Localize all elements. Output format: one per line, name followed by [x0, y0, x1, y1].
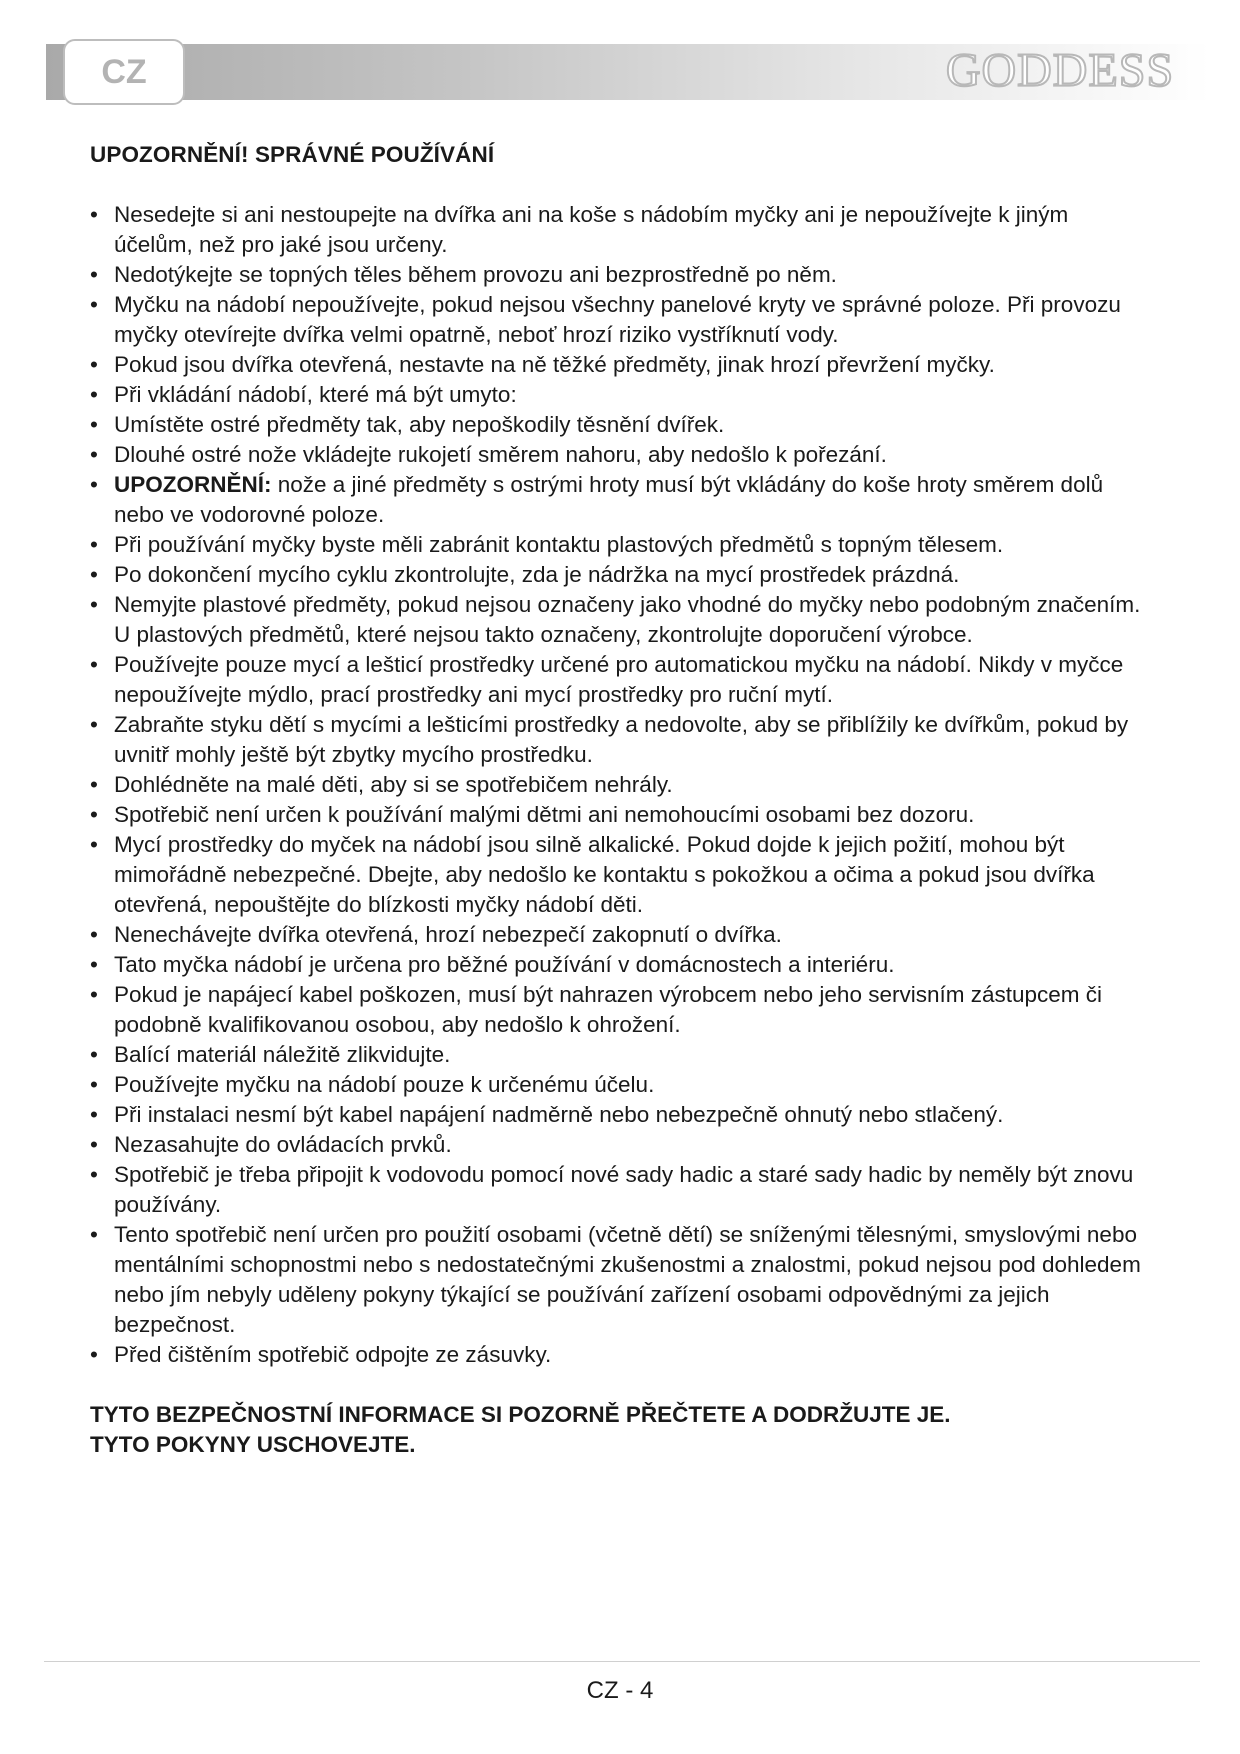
list-item	[90, 800, 1150, 830]
list-item	[90, 470, 1150, 530]
list-item-text: Zabraňte styku dětí s mycími a lešticími prostředky a nedovolte, aby se přiblížily ke dvířkům, pokud by uvnitř mohly ještě být zbytky mycího prostředku.	[114, 712, 1129, 767]
list-item-text: Při instalaci nesmí být kabel napájení nadměrně nebo nebezpečně ohnutý nebo stlačený.	[114, 1102, 1004, 1127]
list-item	[90, 260, 1150, 290]
list-item-text: Balící materiál náležitě zlikvidujte.	[114, 1042, 451, 1067]
section-title: UPOZORNĚNÍ! SPRÁVNÉ POUŽÍVÁNÍ	[90, 142, 495, 167]
list-item	[90, 530, 1150, 560]
list-item	[90, 950, 1150, 980]
list-item	[90, 650, 1150, 710]
list-item	[90, 410, 1150, 440]
list-item	[90, 770, 1150, 800]
list-item-text: Při vkládání nádobí, které má být umyto:	[114, 382, 517, 407]
list-item	[90, 200, 1150, 260]
list-item-text: Dohlédněte na malé děti, aby si se spotřebičem nehrály.	[114, 772, 673, 797]
list-item	[90, 1340, 1150, 1370]
list-item	[90, 1130, 1150, 1160]
list-item	[90, 920, 1150, 950]
list-item-text: Před čištěním spotřebič odpojte ze zásuvky.	[114, 1342, 552, 1367]
list-item-text: Umístěte ostré předměty tak, aby nepoškodily těsnění dvířek.	[114, 412, 725, 437]
list-item	[90, 290, 1150, 350]
list-item-text: Pokud jsou dvířka otevřená, nestavte na ně těžké předměty, jinak hrozí převržení myčky.	[114, 352, 995, 377]
page-number: CZ - 4	[586, 1677, 654, 1704]
list-item-text: Nesedejte si ani nestoupejte na dvířka ani na koše s nádobím myčky ani je nepoužívejte k jiným účelům, než pro jaké jsou určeny.	[114, 202, 1069, 257]
list-item	[90, 380, 1150, 410]
list-item	[90, 350, 1150, 380]
list-item	[90, 1070, 1150, 1100]
safety-rules-list	[90, 200, 1150, 1370]
list-item-text: Nedotýkejte se topných těles během provozu ani bezprostředně po něm.	[114, 262, 837, 287]
list-item-text: Spotřebič je třeba připojit k vodovodu pomocí nové sady hadic a staré sady hadic by neměly být znovu používány.	[114, 1162, 1134, 1217]
brand-logo-text: GODDESS	[945, 44, 1175, 97]
footer-divider	[44, 1661, 1200, 1662]
list-item-lead: UPOZORNĚNÍ:	[114, 472, 272, 497]
list-item-text: Pokud je napájecí kabel poškozen, musí být nahrazen výrobcem nebo jeho servisním zástupcem či podobně kvalifikovanou osobou, aby nedošlo k ohrožení.	[114, 982, 1103, 1037]
document-body	[90, 140, 1150, 1460]
brand-logo	[910, 42, 1210, 112]
list-item-text: nože a jiné předměty s ostrými hroty musí být vkládány do koše hroty směrem dolů nebo ve vodorovné poloze.	[114, 472, 1104, 527]
list-item-text: Tento spotřebič není určen pro použití osobami (včetně dětí) se sníženými tělesnými, smyslovými nebo mentálními schopnostmi nebo s nedostatečnými zkušenostmi a znalostmi, pokud nejsou pod dohledem nebo jím nebyly uděleny pokyny týkající se používání zařízení osobami odpovědnými za jejich bezpečnost.	[114, 1222, 1141, 1337]
list-item	[90, 710, 1150, 770]
language-tab: CZ	[63, 39, 185, 105]
list-item-text: Nezasahujte do ovládacích prvků.	[114, 1132, 452, 1157]
closing-line-2: TYTO POKYNY USCHOVEJTE.	[90, 1432, 416, 1457]
list-item	[90, 1040, 1150, 1070]
list-item	[90, 1100, 1150, 1130]
closing-line-1: TYTO BEZPEČNOSTNÍ INFORMACE SI POZORNĚ PŘEČTETE A DODRŽUJTE JE.	[90, 1402, 951, 1427]
list-item-text: Nemyjte plastové předměty, pokud nejsou označeny jako vhodné do myčky nebo podobným značením. U plastových předmětů, které nejsou takto označeny, zkontrolujte doporučení výrobce.	[114, 592, 1141, 647]
list-item	[90, 440, 1150, 470]
list-item-text: Spotřebič není určen k používání malými dětmi ani nemohoucími osobami bez dozoru.	[114, 802, 975, 827]
list-item-text: Po dokončení mycího cyklu zkontrolujte, zda je nádržka na mycí prostředek prázdná.	[114, 562, 960, 587]
list-item	[90, 830, 1150, 920]
list-item-text: Při používání myčky byste měli zabránit kontaktu plastových předmětů s topným tělesem.	[114, 532, 1004, 557]
list-item	[90, 590, 1150, 650]
list-item-text: Dlouhé ostré nože vkládejte rukojetí směrem nahoru, aby nedošlo k pořezání.	[114, 442, 887, 467]
list-item-text: Nenechávejte dvířka otevřená, hrozí nebezpečí zakopnutí o dvířka.	[114, 922, 782, 947]
list-item	[90, 560, 1150, 590]
list-item-text: Mycí prostředky do myček na nádobí jsou silně alkalické. Pokud dojde k jejich požití, mohou být mimořádně nebezpečné. Dbejte, aby nedošlo ke kontaktu s pokožkou a očima a pokud jsou dvířka otevřená, nepouštějte do blízkosti myčky nádobí děti.	[114, 832, 1095, 917]
list-item-text: Tato myčka nádobí je určena pro běžné používání v domácnostech a interiéru.	[114, 952, 895, 977]
list-item-text: Používejte pouze mycí a lešticí prostředky určené pro automatickou myčku na nádobí. Nikdy v myčce nepoužívejte mýdlo, prací prostředky ani mycí prostředky pro ruční mytí.	[114, 652, 1124, 707]
list-item	[90, 980, 1150, 1040]
closing-notice	[90, 1400, 1150, 1460]
list-item	[90, 1160, 1150, 1220]
list-item-text: Myčku na nádobí nepoužívejte, pokud nejsou všechny panelové kryty ve správné poloze. Při provozu myčky otevírejte dvířka velmi opatrně, neboť hrozí riziko vystříknutí vody.	[114, 292, 1121, 347]
list-item	[90, 1220, 1150, 1340]
list-item-text: Používejte myčku na nádobí pouze k určenému účelu.	[114, 1072, 655, 1097]
